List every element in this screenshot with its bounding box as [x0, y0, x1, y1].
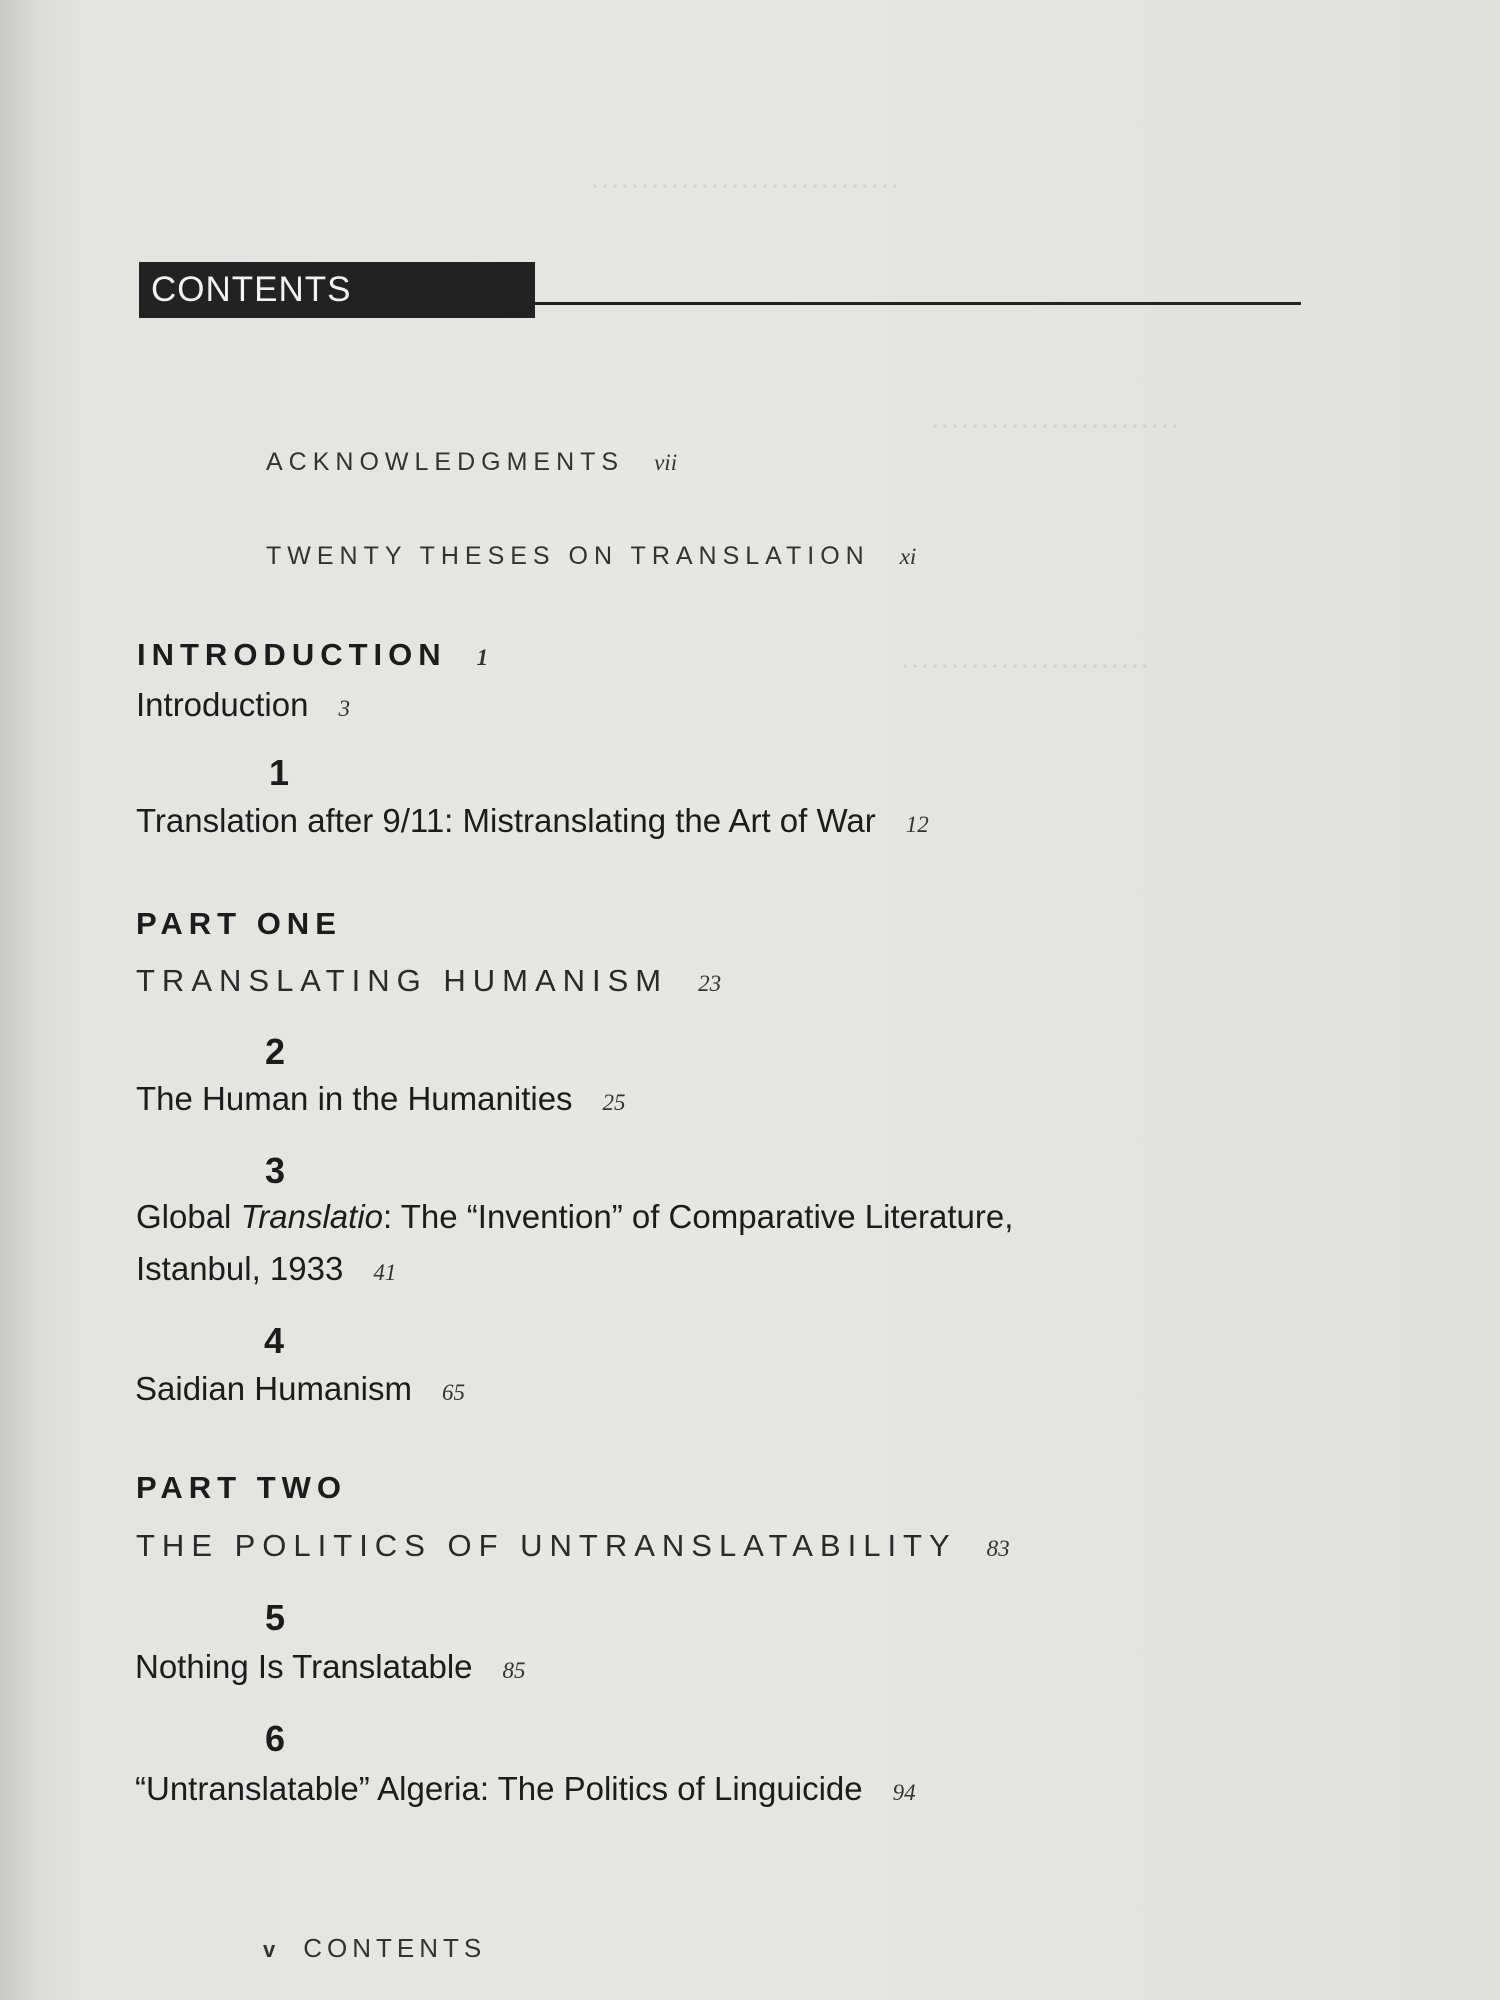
- entry-title-line2: Istanbul, 1933: [136, 1250, 344, 1287]
- toc-entry-part-two[interactable]: [136, 1528, 1010, 1564]
- entry-title-post: : The “Invention” of Comparative Literature,: [383, 1198, 1014, 1235]
- toc-entry-theses[interactable]: [266, 542, 916, 571]
- entry-title: “Untranslatable” Algeria: The Politics of Linguicide: [135, 1770, 863, 1807]
- entry-page: 3: [338, 696, 350, 721]
- entry-title: Nothing Is Translatable: [135, 1648, 473, 1685]
- chapter-number: 5: [265, 1597, 286, 1638]
- entry-title-pre: Global: [136, 1198, 241, 1235]
- introduction-heading[interactable]: [137, 637, 488, 673]
- chapter-number: 3: [265, 1150, 286, 1191]
- toc-entry-chapter-6[interactable]: [135, 1770, 916, 1808]
- running-head: CONTENTS: [303, 1933, 487, 1963]
- part-two-heading: PART TWO: [136, 1470, 348, 1505]
- entry-title: Translation after 9/11: Mistranslating the Art of War: [136, 802, 876, 839]
- entry-title: Introduction: [136, 686, 309, 723]
- entry-page: vii: [654, 450, 678, 475]
- contents-title: CONTENTS: [139, 262, 535, 318]
- heading-label: INTRODUCTION: [137, 637, 447, 672]
- toc-entry-part-one[interactable]: [136, 963, 721, 999]
- part-one-heading: PART ONE: [136, 906, 342, 941]
- entry-title: TRANSLATING HUMANISM: [136, 963, 669, 998]
- entry-page: 85: [502, 1658, 526, 1683]
- entry-page: 94: [892, 1780, 916, 1805]
- entry-page: xi: [899, 544, 917, 569]
- bleed-through-text: ·······························: [590, 170, 900, 203]
- toc-entry-chapter-2[interactable]: [136, 1080, 626, 1118]
- page-footer: [263, 1933, 486, 1964]
- contents-header: [139, 262, 1301, 324]
- chapter-number: 1: [269, 752, 290, 793]
- toc-entry-chapter-4[interactable]: [135, 1370, 465, 1408]
- entry-title: Saidian Humanism: [135, 1370, 412, 1407]
- bleed-through-text: ·························: [900, 650, 1150, 683]
- toc-entry-chapter-3[interactable]: [136, 1198, 1013, 1236]
- entry-page: 25: [602, 1090, 626, 1115]
- entry-label: ACKNOWLEDGMENTS: [266, 448, 625, 476]
- bleed-through-text: ·························: [930, 410, 1180, 443]
- entry-title-emphasis: Translatio: [240, 1198, 384, 1235]
- header-rule: [529, 302, 1301, 305]
- entry-title: THE POLITICS OF UNTRANSLATABILITY: [136, 1528, 957, 1563]
- entry-page: 83: [986, 1536, 1010, 1561]
- heading-page: 1: [476, 645, 489, 670]
- toc-entry-chapter-3-line2[interactable]: [136, 1250, 396, 1288]
- toc-entry-chapter-1[interactable]: [136, 802, 929, 840]
- entry-page: 23: [698, 971, 722, 996]
- chapter-number: 6: [265, 1718, 286, 1759]
- entry-title: The Human in the Humanities: [136, 1080, 573, 1117]
- chapter-number: 4: [264, 1320, 285, 1361]
- page-number: v: [263, 1937, 276, 1962]
- toc-entry-introduction[interactable]: [136, 686, 350, 724]
- toc-entry-acknowledgments[interactable]: [266, 448, 677, 477]
- entry-page: 12: [905, 812, 929, 837]
- entry-page: 65: [441, 1380, 465, 1405]
- entry-page: 41: [373, 1260, 397, 1285]
- toc-entry-chapter-5[interactable]: [135, 1648, 526, 1686]
- chapter-number: 2: [265, 1031, 286, 1072]
- entry-label: TWENTY THESES ON TRANSLATION: [266, 542, 870, 570]
